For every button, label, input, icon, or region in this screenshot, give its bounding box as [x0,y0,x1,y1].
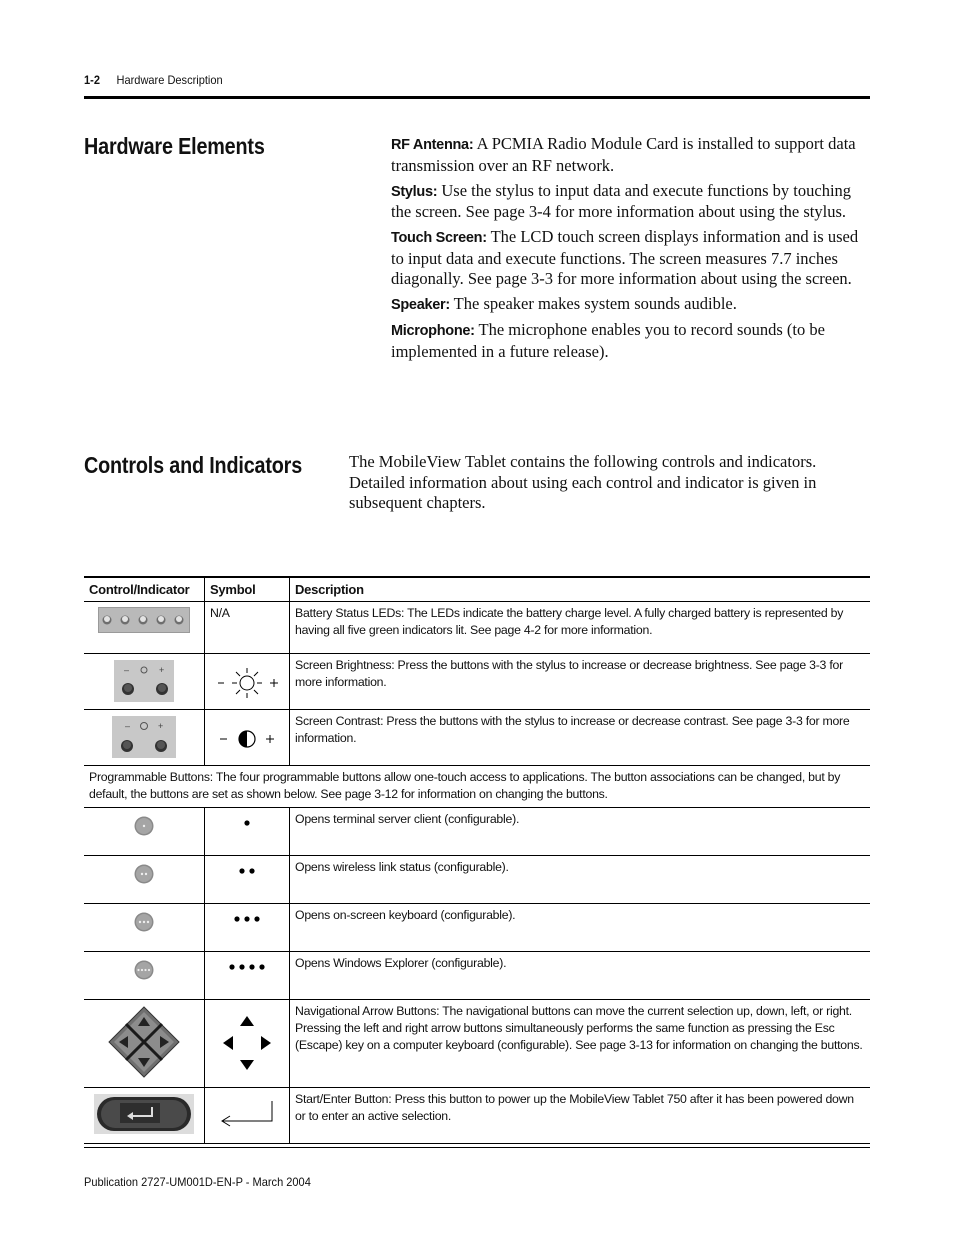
contrast-buttons-image [84,710,205,766]
programmable-buttons-description: Programmable Buttons: The four programmable buttons allow one-touch access to applications. The button associations can be changed, but by default, the buttons are set as shown below. See page 3-12 for information on changing the buttons. [84,766,870,808]
table-row [84,1000,870,1088]
controls-table [84,576,870,1144]
battery-symbol: N/A [205,602,290,654]
button-3-image [84,904,205,952]
table-row [84,904,870,952]
section-name: Hardware Description [116,73,223,87]
table-row [84,766,870,808]
contrast-buttons-icon [112,716,176,758]
button-3-description: Opens on-screen keyboard (configurable). [290,904,871,952]
item-stylus: Stylus: Use the stylus to input data and execute functions by touching the screen. See page 3-4 for more information about using the stylus. [391,180,852,221]
brightness-buttons-image [84,654,205,710]
button-4-image [84,952,205,1000]
button-1-image [84,808,205,856]
table-header-row [84,577,870,602]
item-touch-screen: Touch Screen: The LCD touch screen displays information and is used to input data and execute functions. The screen measures 7.7 inches diagonally. See page 3-3 for more information about using the screen. [391,227,859,288]
table-row [84,654,870,710]
table-bottom-rule [84,1147,870,1148]
table-row [84,808,870,856]
col-header-description: Description [290,577,871,602]
col-header-symbol: Symbol [205,577,290,602]
contrast-description: Screen Contrast: Press the buttons with the stylus to increase or decrease contrast. See page 3-3 for more information. [290,710,871,766]
brightness-description: Screen Brightness: Press the buttons with the stylus to increase or decrease brightness. See page 3-3 for more information. [290,654,871,710]
programmable-button-4-icon [133,959,155,981]
three-dots-icon [232,909,262,929]
item-rf-antenna: RF Antenna: A PCMIA Radio Module Card is installed to support data transmission over an RF network. [391,134,856,175]
nav-description: Navigational Arrow Buttons: The navigational buttons can move the current selection up, down, left, or right. Pressing the left and right arrow buttons simultaneously performs the same function as pressing the Esc (Escape) key on a computer keyboard (configurable). See page 3-13 for information on changing the buttons. [290,1000,871,1088]
running-header [84,73,223,87]
table-row [84,710,870,766]
button-3-symbol [205,904,290,952]
item-speaker: Speaker: The speaker makes system sounds audible. [391,294,737,313]
page-number: 1-2 [84,73,100,87]
item-microphone: Microphone: The microphone enables you to record sounds (to be implemented in a future release). [391,320,825,361]
svg-text:–: – [124,665,129,675]
button-2-symbol [205,856,290,904]
publication-footer: Publication 2727-UM001D-EN-P - March 2004 [84,1175,311,1189]
sun-icon [214,663,280,701]
programmable-button-3-icon [133,911,155,933]
programmable-button-2-icon [133,863,155,885]
svg-text:+: + [158,721,164,731]
programmable-button-1-icon [133,815,155,837]
brightness-buttons-icon [114,660,174,702]
navigation-pad-icon [108,1006,180,1078]
col-header-control: Control/Indicator [84,577,205,602]
table-row [84,602,870,654]
table-row [84,1088,870,1144]
contrast-icon [214,719,280,757]
button-2-description: Opens wireless link status (configurable). [290,856,871,904]
hardware-elements-heading: Hardware Elements [84,133,265,159]
enter-symbol [205,1088,290,1144]
table-row [84,952,870,1000]
enter-button-image [84,1088,205,1144]
two-dots-icon [235,861,259,881]
nav-buttons-image [84,1000,205,1088]
controls-heading: Controls and Indicators [84,452,303,478]
header-rule [84,96,870,99]
one-dot-icon [237,813,257,833]
table-row [84,856,870,904]
hardware-elements-list [391,134,869,367]
battery-leds-icon [98,605,190,635]
enter-button-icon [94,1094,194,1134]
contrast-symbol [205,710,290,766]
controls-intro: The MobileView Tablet contains the following controls and indicators. Detailed information about using each control and indicator is given in subsequent chapters. [349,452,817,512]
button-1-symbol [205,808,290,856]
enter-arrow-icon [218,1099,276,1129]
arrow-keys-icon [221,1015,273,1071]
battery-description: Battery Status LEDs: The LEDs indicate the battery charge level. A fully charged battery is represented by having all five green indicators lit. See page 4-2 for more information. [290,602,871,654]
button-1-description: Opens terminal server client (configurable). [290,808,871,856]
battery-leds-image [84,602,205,654]
brightness-symbol [205,654,290,710]
svg-text:+: + [159,665,165,675]
four-dots-icon [228,957,266,977]
svg-text:–: – [125,721,130,731]
nav-symbol [205,1000,290,1088]
button-2-image [84,856,205,904]
button-4-description: Opens Windows Explorer (configurable). [290,952,871,1000]
enter-description: Start/Enter Button: Press this button to power up the MobileView Tablet 750 after it has been powered down or to enter an active selection. [290,1088,871,1144]
button-4-symbol [205,952,290,1000]
